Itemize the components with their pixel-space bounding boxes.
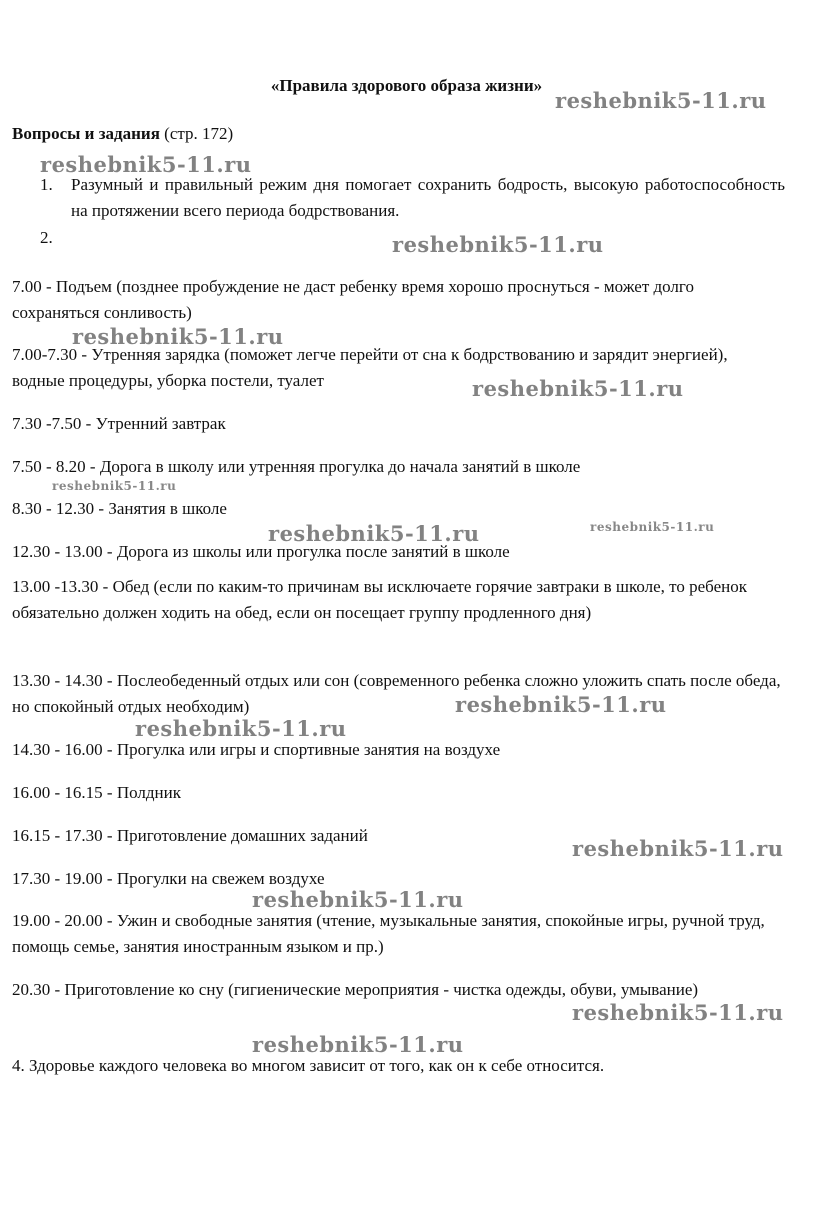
schedule-entry-0750-0820: 7.50 - 8.20 - Дорога в школу или утренняя прогулка до начала занятий в школе [12, 457, 581, 476]
schedule-entry-1230-1300: 12.30 - 13.00 - Дорога из школы или прогулка после занятий в школе [12, 542, 510, 561]
questions-heading-page: (стр. 172) [159, 124, 234, 143]
schedule-entry-1330-1430: 13.30 - 14.30 - Послеобеденный отдых или сон (современного ребенка сложно уложить спать после обеда, но спокойный отдых необходим) [12, 671, 781, 716]
questions-heading-bold: Вопросы и задания [12, 124, 160, 143]
schedule-entry-0700: 7.00 - Подъем (позднее пробуждение не даст ребенку время хорошо проснуться - может долго сохраняться сонливость) [12, 277, 694, 322]
watermark: reshebnik5-11.ru [472, 376, 684, 401]
schedule-entry-1900-2000: 19.00 - 20.00 - Ужин и свободные занятия (чтение, музыкальные занятия, спокойные игры, ручной труд, помощь семье, занятия иностранным языком и пр.) [12, 911, 765, 956]
watermark: reshebnik5-11.ru [455, 692, 667, 717]
answer-item-1-text: Разумный и правильный режим дня помогает сохранить бодрость, высокую работоспособность на протяжении всего периода бодрствования. [71, 175, 785, 220]
watermark: reshebnik5-11.ru [52, 479, 177, 493]
schedule-entry-0700-0730: 7.00-7.30 - Утренняя зарядка (поможет легче перейти от сна к бодрствованию и зарядит энергией), водные процедуры, уборка постели, туалет [12, 345, 728, 390]
watermark: reshebnik5-11.ru [590, 520, 715, 534]
watermark: reshebnik5-11.ru [135, 716, 347, 741]
document-title: «Правила здорового образа жизни» [270, 76, 543, 95]
watermark: reshebnik5-11.ru [268, 521, 480, 546]
schedule-entry-0730-0750: 7.30 -7.50 - Утренний завтрак [12, 414, 226, 433]
answer-item-2-marker: 2. [40, 228, 53, 247]
schedule-entry-0830-1230: 8.30 - 12.30 - Занятия в школе [12, 499, 227, 518]
watermark: reshebnik5-11.ru [392, 232, 604, 257]
answer-item-1-marker: 1. [40, 175, 53, 194]
schedule-entry-1615-1730: 16.15 - 17.30 - Приготовление домашних заданий [12, 826, 368, 845]
questions-heading [12, 124, 233, 144]
watermark: reshebnik5-11.ru [252, 887, 464, 912]
schedule-entry-2030: 20.30 - Приготовление ко сну (гигиенические мероприятия - чистка одежды, обуви, умывание) [12, 980, 699, 999]
schedule-entry-1600-1615: 16.00 - 16.15 - Полдник [12, 783, 181, 802]
watermark: reshebnik5-11.ru [252, 1032, 464, 1057]
watermark: reshebnik5-11.ru [572, 1000, 784, 1025]
answer-item-4: 4. Здоровье каждого человека во многом зависит от того, как он к себе относится. [12, 1056, 605, 1075]
schedule-entry-1430-1600: 14.30 - 16.00 - Прогулка или игры и спортивные занятия на воздухе [12, 740, 501, 759]
watermark: reshebnik5-11.ru [72, 324, 284, 349]
watermark: reshebnik5-11.ru [572, 836, 784, 861]
schedule-entry-1300-1330: 13.00 -13.30 - Обед (если по каким-то причинам вы исключаете горячие завтраки в школе, то ребенок обязательно должен ходить на обед, если он посещает группу продленного дня) [12, 577, 747, 622]
watermark: reshebnik5-11.ru [555, 88, 767, 113]
schedule-entry-1730-1900: 17.30 - 19.00 - Прогулки на свежем воздухе [12, 869, 325, 888]
answer-item-1 [40, 172, 785, 224]
watermark: reshebnik5-11.ru [40, 152, 252, 177]
